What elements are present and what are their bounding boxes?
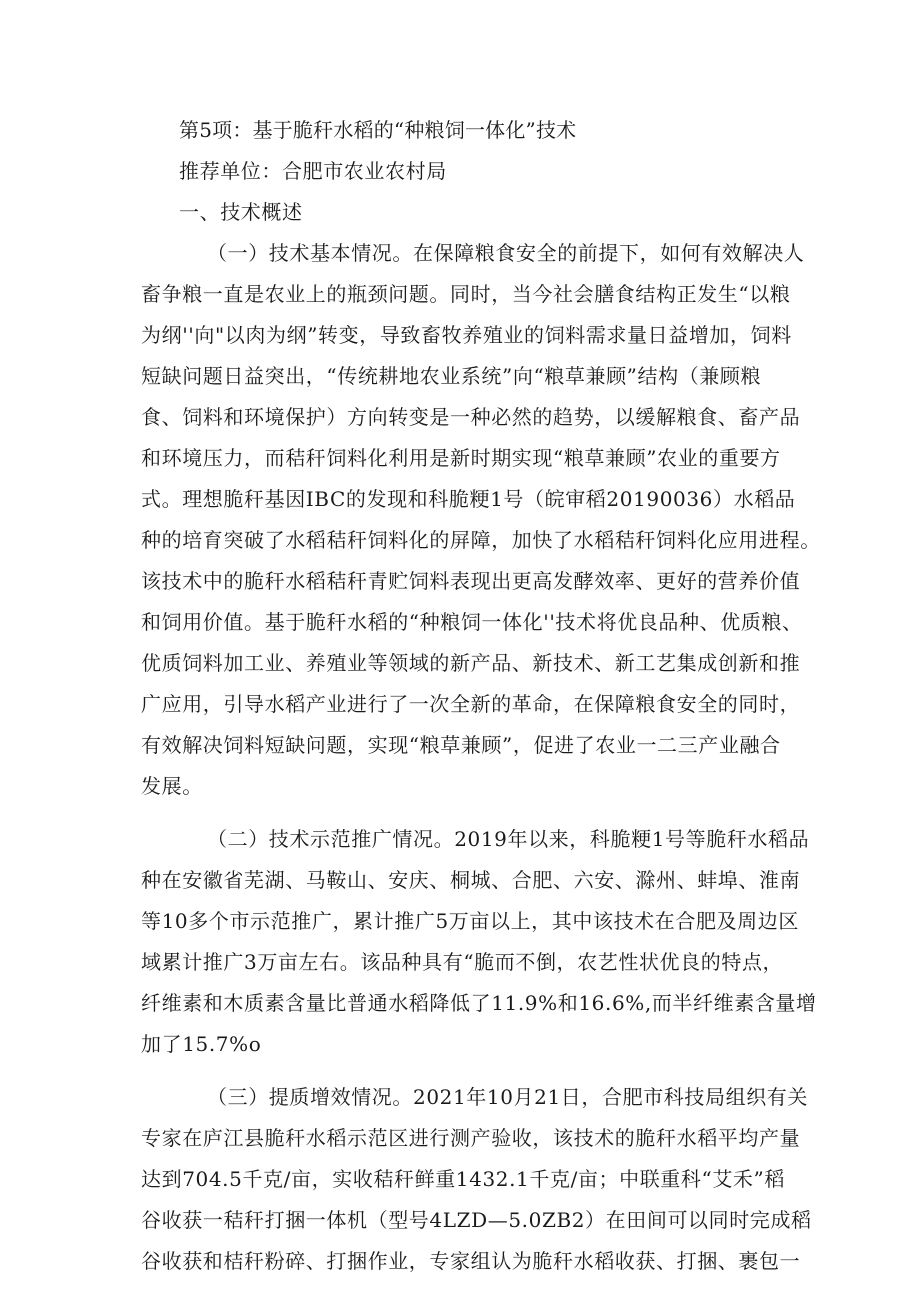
paragraph-line: 加了15.7%o [141,1032,262,1056]
paragraph-basic-situation [141,233,821,807]
paragraph-line: 食、饲料和环境保护）方向转变是一种必然的趋势，以缓解粮食、畜产品 [141,405,801,429]
paragraph-line: 广应用，引导水稻产业进行了一次全新的革命，在保障粮食安全的同时， [141,692,801,716]
paragraph-quality-efficiency [141,1077,812,1282]
paragraph-line: （三）提质增效情况。2021年10月21日，合肥市科技局组织有关 [207,1085,808,1109]
paragraph-line: 等10多个市示范推广，累计推广5万亩以上，其中该技术在合肥及周边区 [141,909,799,933]
paragraph-line: （二）技术示范推广情况。2019年以来，科脆粳1号等脆秆水稻品 [207,827,810,851]
paragraph-line: 纤维素和木质素含量比普通水稻降低了11.9%和16.6%,而半纤维素含量增 [141,991,817,1015]
paragraph-line: 短缺问题日益突出，“传统耕地农业系统”向“粮草兼顾”结构（兼顾粮 [141,364,762,388]
paragraph-line: 种的培育突破了水稻秸秆饲料化的屏障，加快了水稻秸秆饲料化应用进程。 [141,528,821,552]
document-body [141,110,821,1282]
section-heading: 一、技术概述 [179,200,303,224]
recommender-line: 推荐单位：合肥市农业农村局 [179,159,447,183]
paragraph-line: 域累计推广3万亩左右。该品种具有“脆而不倒，农艺性状优良的特点， [141,950,784,974]
item-title: 第5项：基于脆秆水稻的“种粮饲一体化”技术 [179,118,577,142]
paragraph-line: 谷收获和桔秆粉碎、打捆作业，专家组认为脆秆水稻收获、打捆、裹包一 [141,1249,801,1273]
paragraph-line: 和环境压力，而秸秆饲料化利用是新时期实现“粮草兼顾”农业的重要方 [141,446,781,470]
paragraph-line: 专家在庐江县脆秆水稻示范区进行测产验收，该技术的脆秆水稻平均产量 [141,1126,801,1150]
paragraph-line: 达到704.5千克/亩，实收秸秆鲜重1432.1千克/亩；中联重科“艾禾”稻 [141,1167,785,1191]
paragraph-line: 谷收获一秸秆打捆一体机（型号4LZD—5.0ZB2）在田间可以同时完成稻 [141,1208,812,1232]
paragraph-spacer [141,1065,793,1077]
paragraph-line: （一）技术基本情况。在保障粮食安全的前提下，如何有效解决人 [207,241,805,265]
paragraph-line: 优质饲料加工业、养殖业等领域的新产品、新技术、新工艺集成创新和推 [141,651,801,675]
paragraph-line: 种在安徽省芜湖、马鞍山、安庆、桐城、合肥、六安、滁州、蚌埠、淮南 [141,868,801,892]
paragraph-line: 发展。 [141,774,203,798]
paragraph-line: 畜争粮一直是农业上的瓶颈问题。同时，当今社会膳食结构正发生“以粮 [141,282,791,306]
paragraph-line: 该技术中的脆秆水稻秸秆青贮饲料表现出更高发酵效率、更好的营养价值 [141,569,801,593]
paragraph-spacer [141,807,793,819]
paragraph-line: 有效解决饲料短缺问题，实现“粮草兼顾”，促进了农业一二三产业融合 [141,733,781,757]
paragraph-demonstration [141,819,817,1065]
paragraph-line: 为纲''向"以肉为纲”转变，导致畜牧养殖业的饲料需求量日益增加，饲料 [141,323,792,347]
paragraph-line: 式。理想脆秆基因IBC的发现和科脆粳1号（皖审稻20190036）水稻品 [141,487,796,511]
paragraph-line: 和饲用价值。基于脆秆水稻的“种粮饲一体化''技术将优良品种、优质粮、 [141,610,803,634]
